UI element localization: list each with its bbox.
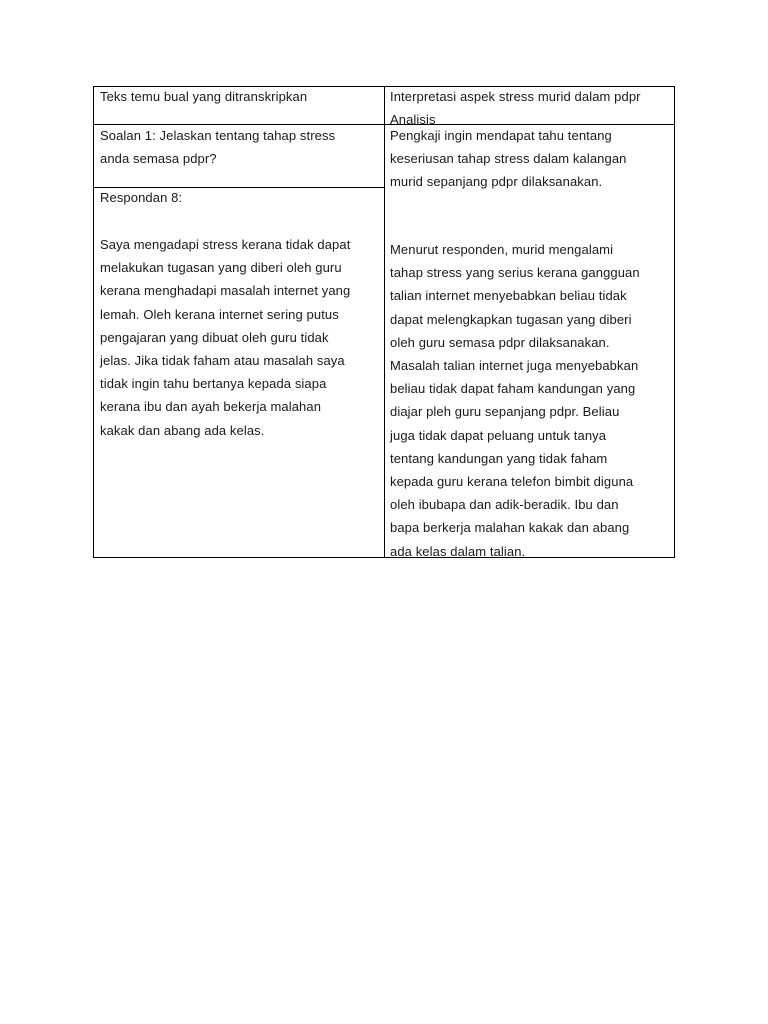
respondent-text: Saya mengadapi stress kerana tidak dapat melakukan tugasan yang diberi oleh guru kerana menghadapi masalah internet yang lemah. Oleh kerana internet sering putus pengajaran yang dibuat oleh guru tidak jelas. Jika tidak faham atau masalah saya tidak ingin tahu bertanya kepada siapa kerana ibu dan ayah bekerja malahan kakak dan abang ada kelas. — [100, 237, 351, 438]
respondent-label: Respondan 8: — [100, 190, 183, 205]
column-divider — [384, 87, 385, 557]
analysis-intro-cell: Pengkaji ingin mendapat tahu tentang keseriusan tahap stress dalam kalangan murid sepanjang pdpr dilaksanakan. — [390, 128, 627, 190]
header-right-cell: Interpretasi aspek stress murid dalam pdpr Analisis — [390, 89, 641, 128]
analysis-body-cell: Menurut responden, murid mengalami tahap stress yang serius kerana gangguan talian internet menyebabkan beliau tidak dapat melengkapkan tugasan yang diberi oleh guru semasa pdpr dilaksanakan. Masalah talian internet juga menyebabkan beliau tidak dapat faham kandungan yang diajar pleh guru sepanjang pdpr. Beliau juga tidak dapat peluang untuk tanya tentang kandungan yang tidak faham kepada guru kerana telefon bimbit diguna oleh ibubapa dan adik-beradik. Ibu dan bapa berkerja malahan kakak dan abang ada kelas dalam talian. — [390, 242, 640, 559]
header-left-cell: Teks temu bual yang ditranskripkan — [100, 89, 308, 104]
interview-analysis-table — [93, 86, 675, 558]
question-cell: Soalan 1: Jelaskan tentang tahap stress anda semasa pdpr? — [100, 128, 336, 167]
